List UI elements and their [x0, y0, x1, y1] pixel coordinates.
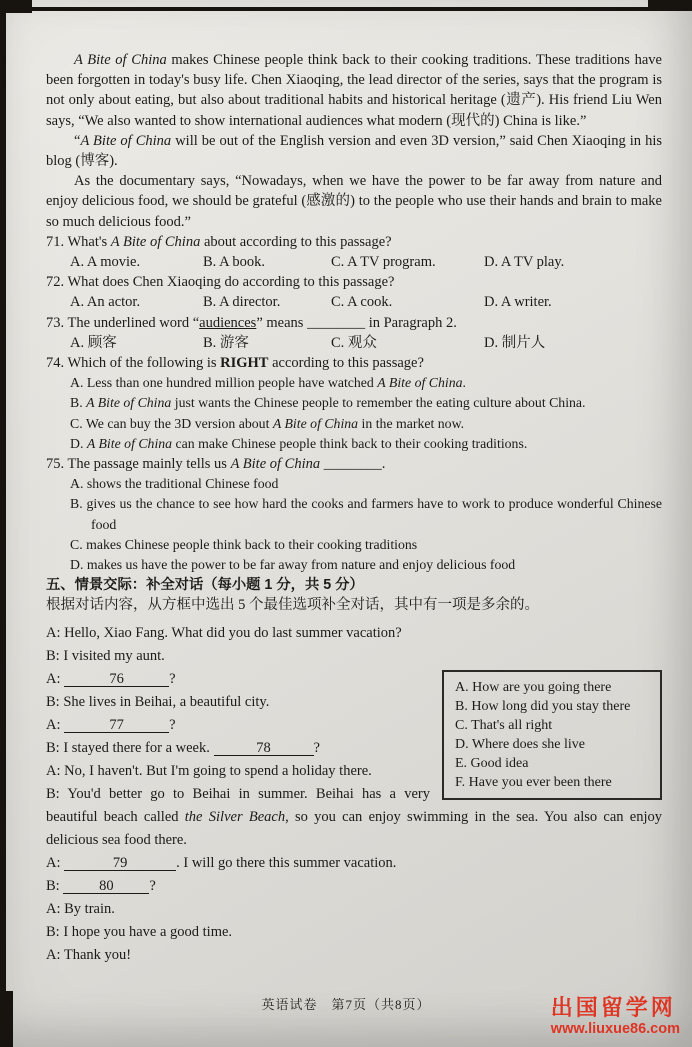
option-text: C. We can buy the 3D version about [70, 415, 273, 431]
page-content [46, 50, 662, 967]
blank-80 [63, 878, 149, 894]
book-title-italic: A Bite of China [230, 456, 321, 473]
emphasis-right: RIGHT [220, 355, 269, 372]
option-a: A. 顾客 [70, 334, 117, 351]
dialogue-text: A: [46, 670, 65, 687]
book-title-italic: A Bite of China [86, 435, 173, 451]
question-74-option-d [70, 434, 662, 454]
box-option-f: F. Have you ever been there [455, 774, 612, 790]
page-footer: 英语试卷 第7页（共8页） [261, 997, 431, 1012]
dialogue-line: A: By train. [46, 900, 115, 917]
question-75-option-d: D. makes us have the power to be far away from nature and enjoy delicious food [70, 557, 516, 573]
question-74 [46, 353, 662, 373]
option-text: in the market now. [358, 415, 465, 431]
question-75-option-c: C. makes Chinese people think back to their cooking traditions [70, 536, 418, 552]
blank-77 [64, 717, 169, 733]
box-option-d: D. Where does she live [455, 736, 585, 752]
watermark-site-name: 出国留学网 [550, 995, 676, 1021]
dialogue-line [46, 875, 662, 898]
box-option-b: B. How long did you stay there [455, 698, 631, 714]
question-text: in Paragraph 2. [365, 314, 457, 331]
dialogue-text: ? [149, 877, 156, 894]
question-72-options [46, 292, 662, 312]
dialogue-line: A: Hello, Xiao Fang. What did you do last summer vacation? [46, 624, 402, 641]
passage-text: will be out of the English version and even 3D version,” said Chen Xiaoqing in his blog (博客). [46, 132, 662, 170]
question-text: 75. The passage mainly tells us [46, 456, 231, 473]
dialogue-text: . I will go there this summer vacation. [176, 854, 397, 871]
dialogue-text: ? [169, 716, 176, 733]
question-text: 71. What's [46, 233, 111, 250]
book-title-italic: A Bite of China [110, 233, 201, 250]
question-75-option-b: B. gives us the chance to see how hard the cooks and farmers have to work to produce wonderful Chinese food [70, 496, 662, 532]
option-a: A. An actor. [70, 294, 141, 311]
question-text: ” means [256, 314, 308, 331]
dialogue-text: , so you can enjoy swimming in the sea. You also can enjoy delicious sea food there. [46, 808, 662, 848]
dialogue-line: A: Thank you! [46, 946, 132, 963]
question-text: 73. The underlined word “ [46, 314, 200, 331]
box-option-e: E. Good idea [455, 755, 529, 771]
book-title-italic: A Bite of China [272, 415, 359, 431]
dialogue-line: B: I visited my aunt. [46, 647, 165, 664]
blank-number: 78 [256, 739, 271, 756]
option-c: C. 观众 [331, 334, 377, 351]
option-text: just wants the Chinese people to remember the eating culture about China. [171, 395, 586, 411]
underlined-word: audiences [199, 314, 257, 331]
blank-number: 77 [109, 716, 124, 733]
blank-number: 76 [109, 670, 124, 687]
scan-corner-top-left [0, 0, 32, 13]
section-5-instruction: 根据对话内容，从方框中选出 5 个最佳选项补全对话，其中有一项是多余的。 [46, 597, 539, 614]
question-71 [46, 232, 662, 252]
blank-number: 80 [99, 877, 114, 894]
option-text: can make Chinese people think back to their cooking traditions. [172, 435, 528, 451]
section-5-title: 五、情景交际：补全对话（每小题 1 分，共 5 分） [46, 577, 364, 594]
dialogue-text: B: [46, 877, 64, 894]
question-text: ________. [320, 456, 386, 473]
dialogue-line: A: No, I haven't. But I'm going to spend a holiday there. [46, 762, 372, 779]
question-71-options [46, 252, 662, 272]
option-c: C. A TV program. [331, 254, 436, 271]
dialogue-text: B: You'd better go to Beihai in summer. Beihai has a very beautiful beach called [46, 785, 430, 825]
dialogue-text: A: [46, 716, 65, 733]
dialogue-line: B: She lives in Beihai, a beautiful city. [46, 693, 270, 710]
place-name-italic: the Silver Beach [184, 808, 286, 825]
blank-78 [214, 740, 314, 756]
book-title-italic: A Bite of China [80, 132, 172, 149]
option-text: D. [70, 435, 87, 451]
option-d: D. A writer. [484, 294, 552, 311]
option-b: B. A director. [203, 294, 281, 311]
book-title-italic: A Bite of China [377, 375, 463, 391]
box-option-a: A. How are you going there [455, 679, 612, 695]
quote-mark: “ [74, 132, 81, 149]
option-b: B. 游客 [203, 334, 249, 351]
dialogue-text: ? [313, 739, 320, 756]
question-text: according to this passage? [268, 355, 424, 372]
dialogue-text: B: I stayed there for a week. [46, 739, 214, 756]
passage-paragraph-2 [46, 131, 662, 171]
scan-corner-top-right [648, 0, 692, 11]
blank-79 [64, 855, 176, 871]
option-d: D. A TV play. [484, 254, 565, 271]
option-a: A. A movie. [70, 254, 141, 271]
question-75 [46, 454, 662, 474]
book-title-italic: A Bite of China [86, 395, 172, 411]
dialogue-options-box [442, 670, 662, 800]
option-d: D. 制片人 [484, 334, 546, 351]
box-option-c: C. That's all right [455, 717, 553, 733]
question-73 [46, 313, 662, 333]
blank-76 [64, 671, 169, 687]
watermark [551, 996, 680, 1037]
option-b: B. A book. [203, 254, 266, 271]
option-text: . [462, 375, 466, 391]
question-text: 74. Which of the following is [46, 355, 221, 372]
question-73-options [46, 333, 662, 353]
scan-edge-top [3, 7, 690, 11]
watermark-site-url: www.liuxue86.com [550, 1020, 680, 1037]
dialogue [46, 622, 662, 967]
question-text: about according to this passage? [200, 233, 392, 250]
question-74-option-a [70, 373, 662, 393]
question-74-option-b [70, 393, 662, 413]
question-74-option-c [70, 414, 662, 434]
option-c: C. A cook. [331, 294, 393, 311]
question-72: 72. What does Chen Xiaoqing do according to this passage? [46, 274, 395, 291]
answer-blank: ________ [307, 314, 366, 331]
blank-number: 79 [112, 854, 128, 871]
dialogue-text: ? [169, 670, 176, 687]
dialogue-line [46, 852, 662, 875]
scan-edge-left [0, 0, 6, 1047]
passage-paragraph-3: As the documentary says, “Nowadays, when we have the power to be far away from nature and enjoy delicious food, we should be grateful (感激的) to the people who use their hands and brain to make so much delicious food.” [46, 173, 662, 230]
dialogue-text: A: [46, 854, 65, 871]
question-75-option-a: A. shows the traditional Chinese food [70, 476, 279, 492]
option-text: A. Less than one hundred million people have watched [70, 375, 378, 391]
passage-text: makes Chinese people think back to their cooking traditions. These traditions have been forgotten in today's busy life. Chen Xiaoqing, the lead director of the series, says that the program is not only about eating, but also about traditional habits and historical heritage (遗产). His friend Liu Wen says, “We also wanted to show international audiences what modern (现代的) China is like.” [46, 52, 662, 129]
option-text: B. [70, 395, 87, 411]
book-title-italic: A Bite of China [74, 52, 167, 68]
dialogue-line: B: I hope you have a good time. [46, 923, 233, 940]
passage-paragraph-1 [46, 50, 662, 131]
